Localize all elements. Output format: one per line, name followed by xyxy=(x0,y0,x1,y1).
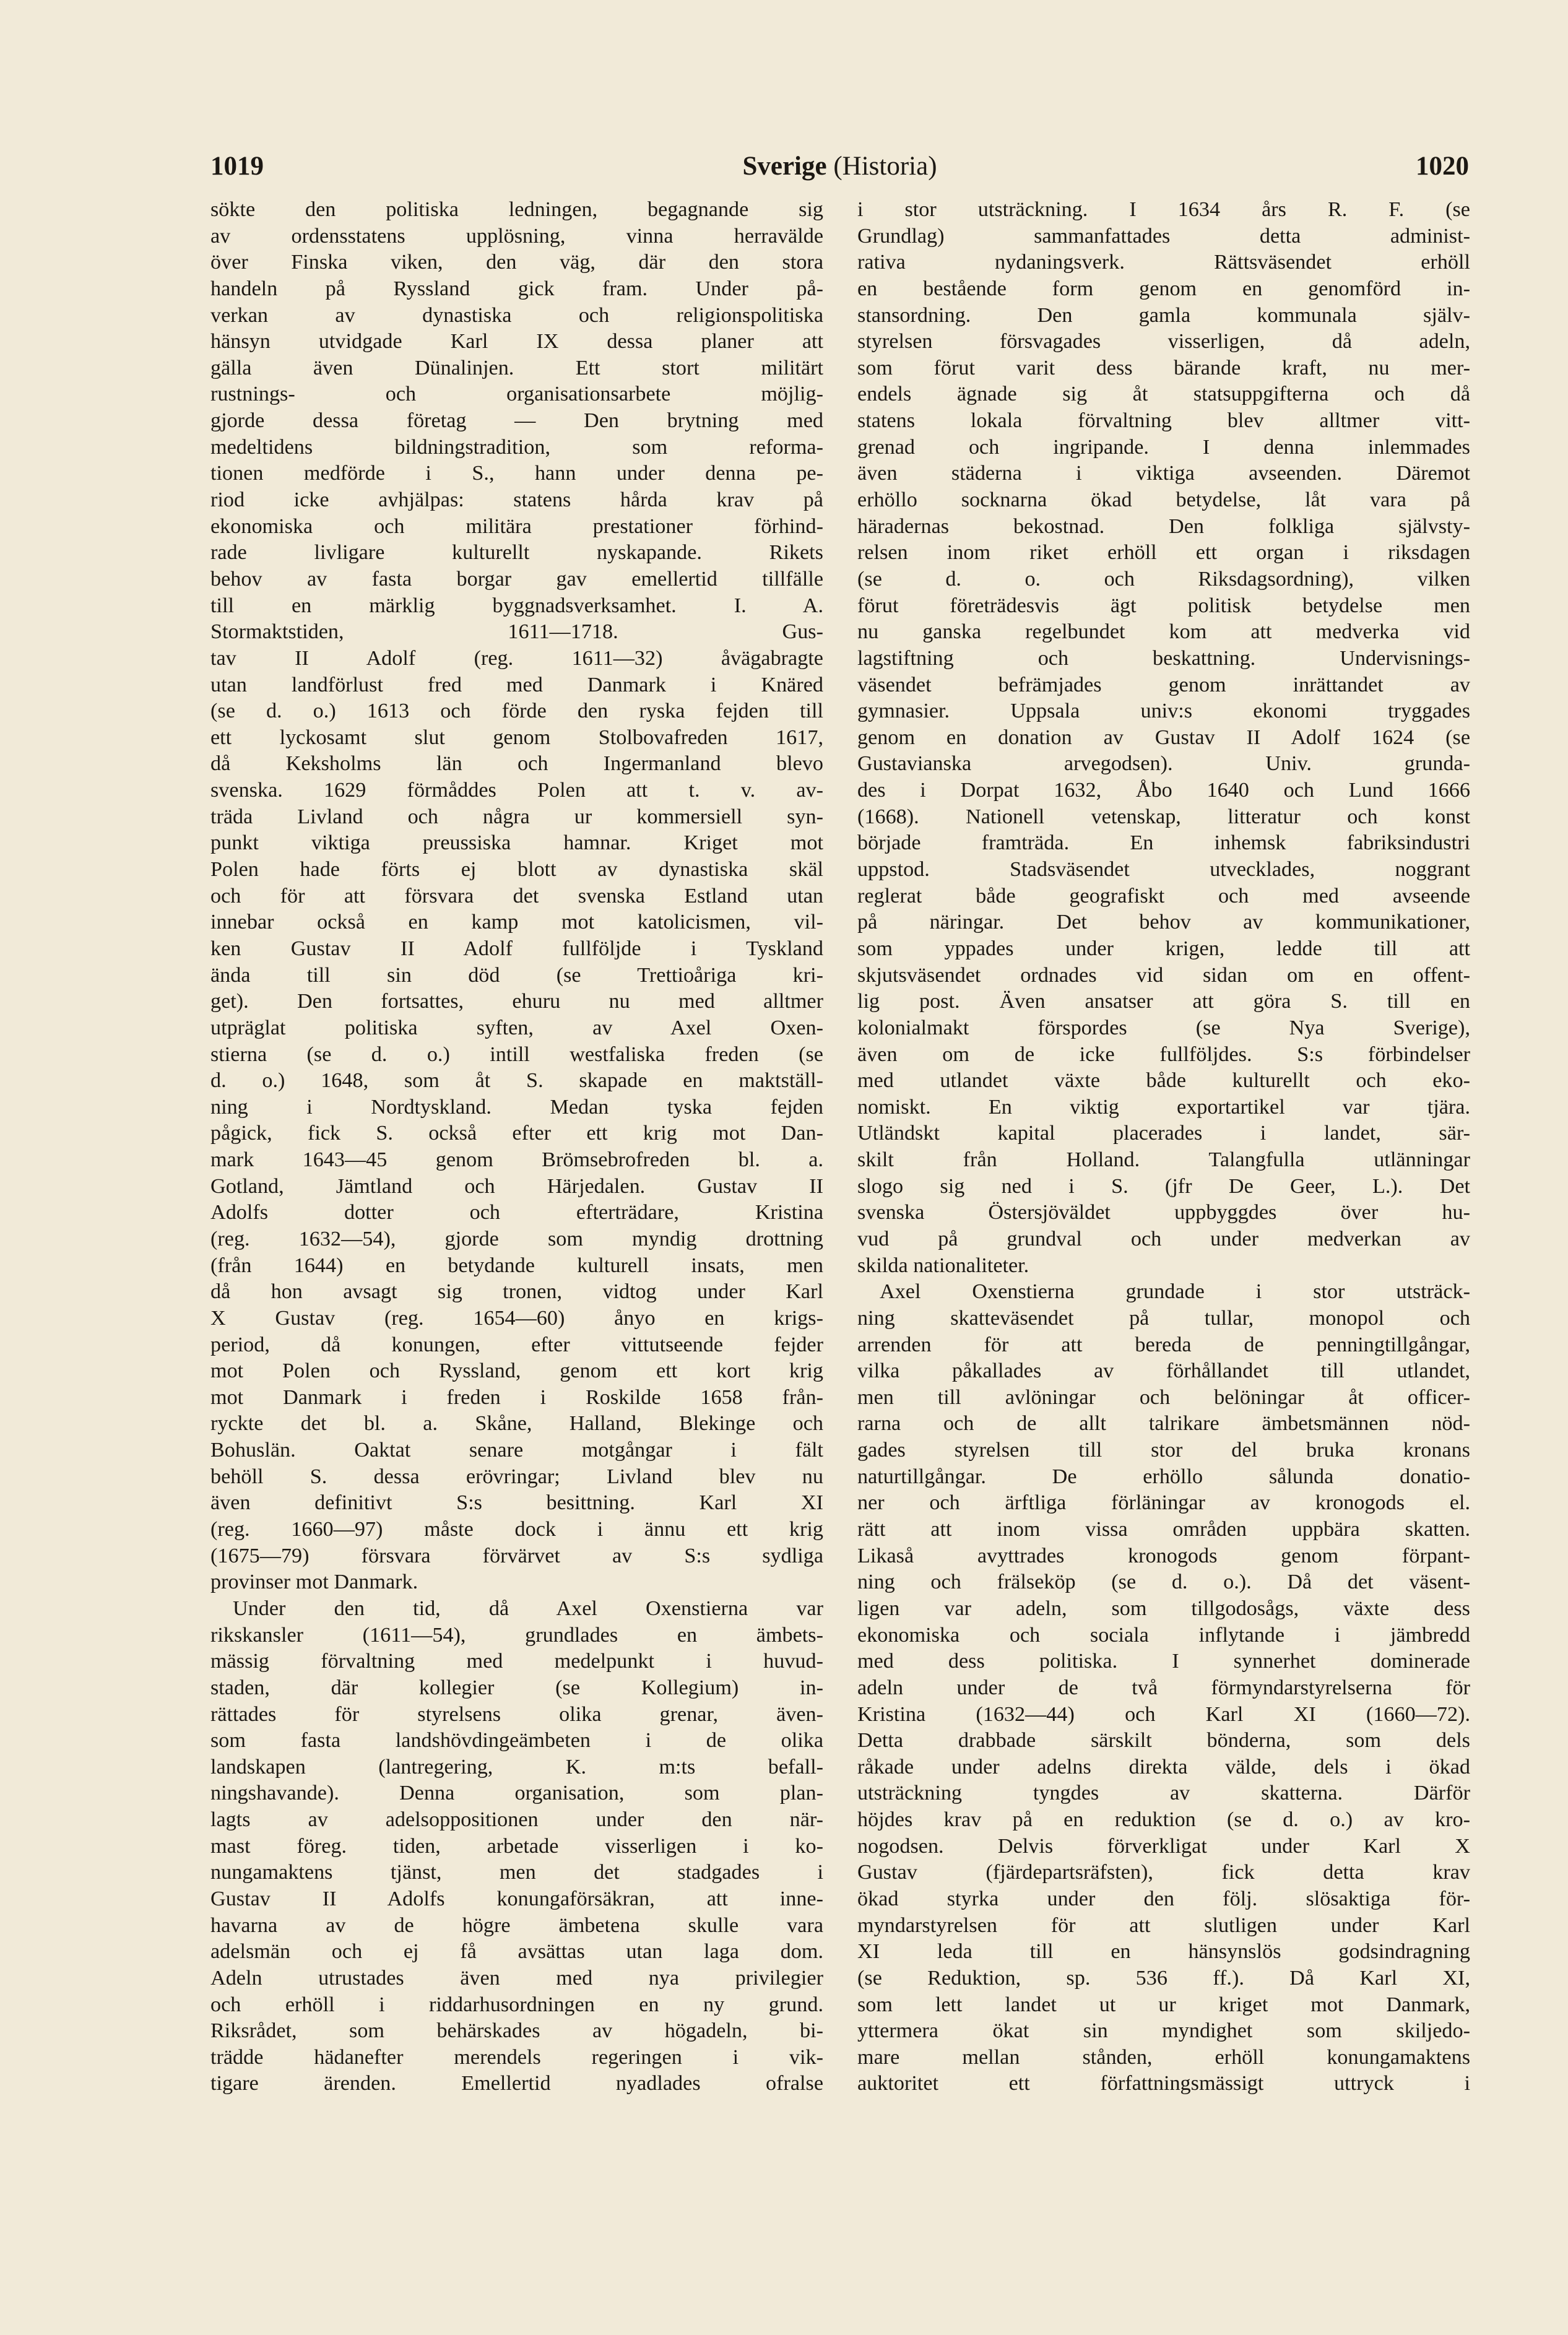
text-line: mare mellan stånden, erhöll konungamaktens xyxy=(857,2045,1470,2069)
text-line: skilda nationaliteter. xyxy=(857,1254,1029,1277)
text-line: Gustav (fjärdepartsräfsten), fick detta krav xyxy=(857,1861,1470,1884)
page-header xyxy=(210,151,1469,194)
text-line: då hon avsagt sig tronen, vidtog under Karl xyxy=(210,1280,823,1304)
text-line: Likaså avyttrades kronogods genom förpant- xyxy=(857,1544,1470,1567)
text-line: (1675—79) försvara förvärvet av S:s sydliga xyxy=(210,1544,823,1567)
text-line: rativa nydaningsverk. Rättsväsendet erhöll xyxy=(857,251,1470,274)
text-line: Gotland, Jämtland och Härjedalen. Gustav II xyxy=(210,1174,823,1198)
text-line: ökad styrka under den följ. slösaktiga för- xyxy=(857,1887,1470,1910)
text-line: mot Polen och Ryssland, genom ett kort krig xyxy=(210,1359,823,1383)
text-line: period, då konungen, efter vittutseende fejder xyxy=(210,1333,823,1356)
text-line: gades styrelsen till stor del bruka kronans xyxy=(857,1439,1470,1462)
text-line: X Gustav (reg. 1654—60) ånyo en krigs- xyxy=(210,1306,823,1330)
text-line: Gustavianska arvegodsen). Univ. grunda- xyxy=(857,752,1470,776)
text-line: relsen inom riket erhöll ett organ i riksdagen xyxy=(857,541,1470,565)
text-line: erhöllo socknarna ökad betydelse, låt vara på xyxy=(857,488,1470,512)
text-line: ken Gustav II Adolf fullföljde i Tyskland xyxy=(210,937,823,960)
text-line: provinser mot Danmark. xyxy=(210,1570,418,1594)
left-column xyxy=(210,197,823,2097)
text-line: ning och frälseköp (se d. o.). Då det väsent- xyxy=(857,1570,1470,1594)
text-line: vilka påkallades av förhållandet till utlandet, xyxy=(857,1359,1470,1383)
text-line: naturtillgångar. De erhöllo sålunda donatio- xyxy=(857,1465,1470,1488)
text-line: skilt från Holland. Talangfulla utlänningar xyxy=(857,1148,1470,1172)
text-line: riod icke avhjälpas: statens hårda krav på xyxy=(210,488,823,512)
text-line: i stor utsträckning. I 1634 års R. F. (se xyxy=(857,198,1470,221)
text-line: av ordensstatens upplösning, vinna herravälde xyxy=(210,224,823,248)
text-line: lig post. Även ansatser att göra S. till en xyxy=(857,990,1470,1013)
text-line: tionen medförde i S., hann under denna pe- xyxy=(210,462,823,485)
text-line: handeln på Ryssland gick fram. Under på- xyxy=(210,277,823,300)
text-line: då Keksholms län och Ingermanland blevo xyxy=(210,752,823,776)
text-line: ett lyckosamt slut genom Stolbovafreden 1617, xyxy=(210,726,823,749)
text-line: skjutsväsendet ordnades vid sidan om en offent- xyxy=(857,963,1470,987)
text-line: d. o.) 1648, som åt S. skapade en maktställ- xyxy=(210,1069,823,1093)
text-line: ända till sin död (se Trettioåriga kri- xyxy=(210,963,823,987)
text-line: havarna av de högre ämbetena skulle vara xyxy=(210,1913,823,1937)
text-line: tigare ärenden. Emellertid nyadlades ofralse xyxy=(210,2072,823,2095)
text-line: Stormaktstiden, 1611—1718. Gus- xyxy=(210,620,823,644)
text-line: endels ägnade sig åt statsuppgifterna och då xyxy=(857,383,1470,406)
text-line: pågick, fick S. också efter ett krig mot Dan- xyxy=(210,1122,823,1145)
text-line: utan landförlust fred med Danmark i Knäred xyxy=(210,673,823,696)
text-line: myndarstyrelsen för att slutligen under Karl xyxy=(857,1913,1470,1937)
text-line: och för att försvara det svenska Estland utan xyxy=(210,884,823,908)
text-line: (se Reduktion, sp. 536 ff.). Då Karl XI, xyxy=(857,1966,1470,1990)
text-line: styrelsen försvagades visserligen, då adeln, xyxy=(857,330,1470,353)
text-line: även städerna i viktiga avseenden. Däremot xyxy=(857,462,1470,485)
text-line: och erhöll i riddarhusordningen en ny grund. xyxy=(210,1993,823,2016)
text-line: även om de icke fullföljdes. S:s förbindelser xyxy=(857,1042,1470,1066)
text-line: rättades för styrelsens olika grenar, även- xyxy=(210,1702,823,1726)
text-line: Under den tid, då Axel Oxenstierna var xyxy=(233,1596,823,1620)
text-line: Bohuslän. Oaktat senare motgångar i fält xyxy=(210,1439,823,1462)
text-line: ner och ärftliga förläningar av kronogods el. xyxy=(857,1491,1470,1515)
text-line: Grundlag) sammanfattades detta administ- xyxy=(857,224,1470,248)
text-line: även definitivt S:s besittning. Karl XI xyxy=(210,1491,823,1515)
text-line: gjorde dessa företag — Den brytning med xyxy=(210,409,823,433)
text-line: sökte den politiska ledningen, begagnande sig xyxy=(210,198,823,221)
text-line: medeltidens bildningstradition, som reforma- xyxy=(210,435,823,459)
text-line: ekonomiska och militära prestationer förhind- xyxy=(210,514,823,538)
text-line: uppstod. Stadsväsendet utvecklades, noggrant xyxy=(857,858,1470,882)
text-line: verkan av dynastiska och religionspolitiska xyxy=(210,303,823,327)
text-line: Adolfs dotter och efterträdare, Kristina xyxy=(210,1201,823,1224)
text-line: ningshavande). Denna organisation, som plan- xyxy=(210,1782,823,1805)
text-line: genom en donation av Gustav II Adolf 1624 (se xyxy=(857,726,1470,749)
text-line: adelsmän och ej få avsättas utan laga dom. xyxy=(210,1940,823,1964)
text-line: en bestående form genom en genomförd in- xyxy=(857,277,1470,300)
text-line: till en märklig byggnadsverksamhet. I. A. xyxy=(210,594,823,617)
text-line: statens lokala förvaltning blev alltmer vitt- xyxy=(857,409,1470,433)
text-line: adeln under de två förmyndarstyrelserna för xyxy=(857,1676,1470,1699)
text-line: kolonialmakt förspordes (se Nya Sverige), xyxy=(857,1016,1470,1039)
text-line: slogo sig ned i S. (jfr De Geer, L.). Det xyxy=(857,1174,1470,1198)
text-line: ligen var adeln, som tillgodosågs, växte dess xyxy=(857,1596,1470,1620)
running-title-sub: (Historia) xyxy=(833,152,937,181)
text-line: reglerat både geografiskt och med avseende xyxy=(857,884,1470,908)
text-line: råkade under adelns direkta välde, dels i ökad xyxy=(857,1755,1470,1778)
text-line: på näringar. Det behov av kommunikationer, xyxy=(857,911,1470,934)
page-number-right: 1020 xyxy=(1416,152,1469,181)
text-line: lagstiftning och beskattning. Undervisnings- xyxy=(857,646,1470,670)
text-line: Axel Oxenstierna grundade i stor utsträck- xyxy=(880,1280,1470,1304)
text-line: häradernas bekostnad. Den folkliga självsty- xyxy=(857,514,1470,538)
text-line: mässig förvaltning med medelpunkt i huvud- xyxy=(210,1650,823,1673)
text-line: som fasta landshövdingeämbeten i de olika xyxy=(210,1729,823,1752)
text-line: (reg. 1632—54), gjorde som myndig drottning xyxy=(210,1227,823,1250)
text-line: förut företrädesvis ägt politisk betydelse men xyxy=(857,594,1470,617)
text-line: behov av fasta borgar gav emellertid tillfälle xyxy=(210,567,823,591)
running-title-main: Sverige xyxy=(742,152,827,181)
text-line: började framträda. En inhemsk fabriksindustri xyxy=(857,831,1470,855)
text-line: hänsyn utvidgade Karl IX dessa planer att xyxy=(210,330,823,353)
text-line: nungamaktens tjänst, men det stadgades i xyxy=(210,1861,823,1884)
text-line: ning i Nordtyskland. Medan tyska fejden xyxy=(210,1095,823,1119)
text-line: stierna (se d. o.) intill westfaliska freden (se xyxy=(210,1042,823,1066)
text-line: (se d. o. och Riksdagsordning), vilken xyxy=(857,567,1470,591)
text-line: Kristina (1632—44) och Karl XI (1660—72). xyxy=(857,1702,1470,1726)
text-line: över Finska viken, den väg, där den stora xyxy=(210,251,823,274)
text-line: auktoritet ett författningsmässigt uttryck i xyxy=(857,2072,1470,2095)
text-line: rikskansler (1611—54), grundlades en ämbets- xyxy=(210,1623,823,1647)
text-line: svenska Östersjöväldet uppbyggdes över hu- xyxy=(857,1201,1470,1224)
text-line: ryckte det bl. a. Skåne, Halland, Blekinge och xyxy=(210,1412,823,1436)
text-line: gälla även Dünalinjen. Ett stort militärt xyxy=(210,356,823,379)
text-line: get). Den fortsattes, ehuru nu med alltmer xyxy=(210,990,823,1013)
text-line: mark 1643—45 genom Brömsebrofreden bl. a. xyxy=(210,1148,823,1172)
text-line: grenad och ingripande. I denna inlemmades xyxy=(857,435,1470,459)
text-line: Riksrådet, som behärskades av högadeln, bi- xyxy=(210,2019,823,2043)
text-line: höjdes krav på en reduktion (se d. o.) av kro- xyxy=(857,1808,1470,1832)
text-line: nu ganska regelbundet kom att medverka vid xyxy=(857,620,1470,644)
text-line: yttermera ökat sin myndighet som skiljedo- xyxy=(857,2019,1470,2043)
text-line: rätt att inom vissa områden uppbära skatten. xyxy=(857,1518,1470,1541)
text-line: nogodsen. Delvis förverkligat under Karl X xyxy=(857,1834,1470,1858)
text-line: Utländskt kapital placerades i landet, sär- xyxy=(857,1122,1470,1145)
text-line: rarna och de allt talrikare ämbetsmännen nöd- xyxy=(857,1412,1470,1436)
text-line: innebar också en kamp mot katolicismen, vil- xyxy=(210,911,823,934)
text-line: des i Dorpat 1632, Åbo 1640 och Lund 1666 xyxy=(857,779,1470,802)
text-line: Polen hade förts ej blott av dynastiska skäl xyxy=(210,858,823,882)
text-line: (se d. o.) 1613 och förde den ryska fejden till xyxy=(210,700,823,723)
text-line: arrenden för att bereda de penningtillgångar, xyxy=(857,1333,1470,1356)
text-line: träda Livland och några ur kommersiell syn- xyxy=(210,805,823,828)
text-line: vud på grundval och under medverkan av xyxy=(857,1227,1470,1250)
text-line: punkt viktiga preussiska hamnar. Kriget mot xyxy=(210,831,823,855)
text-line: som yppades under krigen, ledde till att xyxy=(857,937,1470,960)
text-line: (reg. 1660—97) måste dock i ännu ett krig xyxy=(210,1518,823,1541)
text-line: utpräglat politiska syften, av Axel Oxen- xyxy=(210,1016,823,1039)
text-line: tav II Adolf (reg. 1611—32) åvägabragte xyxy=(210,646,823,670)
text-line: (1668). Nationell vetenskap, litteratur och konst xyxy=(857,805,1470,828)
page-number-left: 1019 xyxy=(210,152,264,181)
text-line: Adeln utrustades även med nya privilegier xyxy=(210,1966,823,1990)
text-line: som lett landet ut ur kriget mot Danmark, xyxy=(857,1993,1470,2016)
text-line: med utlandet växte både kulturellt och eko- xyxy=(857,1069,1470,1093)
text-line: gymnasier. Uppsala univ:s ekonomi tryggades xyxy=(857,700,1470,723)
running-title xyxy=(210,151,1469,181)
text-line: stansordning. Den gamla kommunala själv- xyxy=(857,303,1470,327)
text-line: som förut varit dess bärande kraft, nu mer- xyxy=(857,356,1470,379)
text-line: ning skatteväsendet på tullar, monopol och xyxy=(857,1306,1470,1330)
text-line: staden, där kollegier (se Kollegium) in- xyxy=(210,1676,823,1699)
text-line: rustnings- och organisationsarbete möjlig- xyxy=(210,383,823,406)
text-line: svenska. 1629 förmåddes Polen att t. v. av- xyxy=(210,779,823,802)
text-line: mot Danmark i freden i Roskilde 1658 från- xyxy=(210,1385,823,1409)
text-line: XI leda till en hänsynslös godsindragning xyxy=(857,1940,1470,1964)
text-line: väsendet befrämjades genom inrättandet av xyxy=(857,673,1470,696)
text-line: mast föreg. tiden, arbetade visserligen i ko- xyxy=(210,1834,823,1858)
text-line: Gustav II Adolfs konungaförsäkran, att inne- xyxy=(210,1887,823,1910)
text-line: lagts av adelsoppositionen under den när- xyxy=(210,1808,823,1832)
text-line: ekonomiska och sociala inflytande i jämbredd xyxy=(857,1623,1470,1647)
right-column xyxy=(857,197,1470,2097)
text-line: med dess politiska. I synnerhet dominerade xyxy=(857,1650,1470,1673)
text-line: men till avlöningar och belöningar åt officer- xyxy=(857,1385,1470,1409)
text-line: rade livligare kulturellt nyskapande. Rikets xyxy=(210,541,823,565)
text-line: utsträckning tyngdes av skatterna. Därför xyxy=(857,1782,1470,1805)
text-line: nomiskt. En viktig exportartikel var tjära. xyxy=(857,1095,1470,1119)
text-line: behöll S. dessa erövringar; Livland blev nu xyxy=(210,1465,823,1488)
text-line: landskapen (lantregering, K. m:ts befall- xyxy=(210,1755,823,1778)
text-line: trädde hädanefter merendels regeringen i vik- xyxy=(210,2045,823,2069)
text-line: Detta drabbade särskilt bönderna, som dels xyxy=(857,1729,1470,1752)
text-line: (från 1644) en betydande kulturell insats, men xyxy=(210,1254,823,1277)
